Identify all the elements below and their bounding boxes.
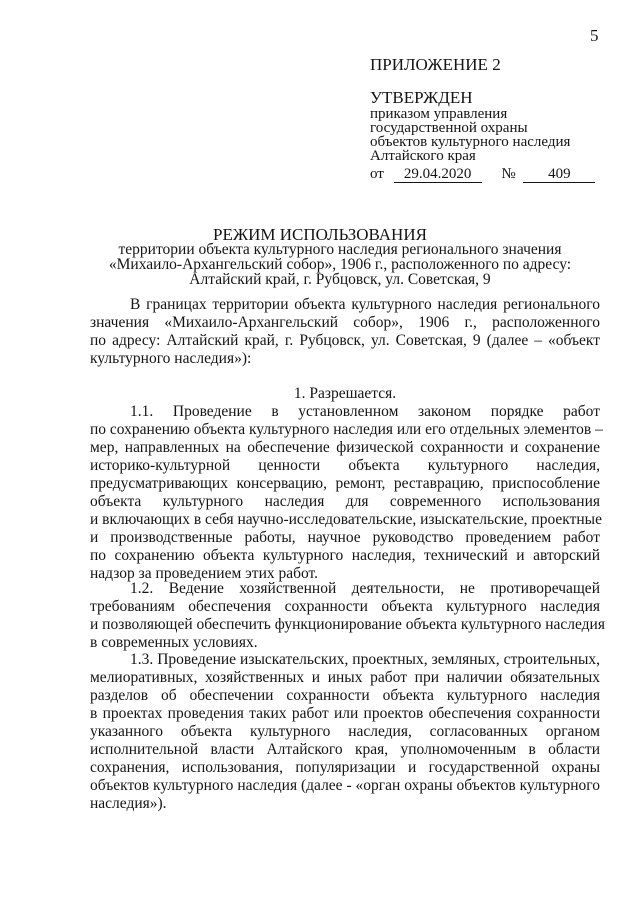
text-line: историко-культурной ценности объекта культурного наследия, [90, 457, 600, 474]
appendix-label: ПРИЛОЖЕНИЕ 2 [370, 55, 501, 74]
intro-paragraph [90, 296, 600, 368]
approved-label: УТВЕРЖДЕН [370, 88, 473, 107]
order-date-number [370, 165, 595, 183]
number-label: № [501, 166, 516, 182]
text-line: мелиоративных, хозяйственных и иных работ при наличии обязательных [90, 669, 600, 686]
subtitle-line: «Михаило-Архангельский собор», 1906 г., расположенного по адресу: [108, 256, 572, 273]
text-line: 1.2. Ведение хозяйственной деятельности, не противоречащей [130, 580, 600, 597]
document-subtitle [100, 242, 580, 287]
text-line: мер, направленных на обеспечение физической сохранности и сохранение [90, 439, 600, 456]
approval-block [370, 55, 595, 183]
text-line: значения «Михаило-Архангельский собор», 1906 г., расположенного [90, 314, 600, 331]
text-line: надзор за проведением этих работ. [90, 565, 319, 582]
text-line: и производственные работы, научное руководство проведением работ [90, 529, 600, 546]
text-line: наследия»). [90, 795, 167, 812]
text-line: и включающих в себя научно-исследовательские, изыскательские, проектные [90, 511, 602, 528]
text-line: исполнительной власти Алтайского края, уполномоченным в области [90, 741, 600, 758]
text-line: в современных условиях. [90, 634, 258, 651]
approval-line: государственной охраны [370, 120, 528, 136]
text-line: требованиям обеспечения сохранности объекта культурного наследия [90, 598, 600, 615]
subtitle-line: территории объекта культурного наследия регионального значения [118, 241, 562, 258]
item-1-3 [90, 651, 600, 813]
item-1-1 [90, 403, 603, 583]
document-title: РЕЖИМ ИСПОЛЬЗОВАНИЯ [213, 225, 427, 244]
text-line: В границах территории объекта культурного наследия регионального [130, 296, 600, 313]
text-line: в проектах проведения таких работ или проектов обеспечения сохранности [90, 705, 600, 722]
text-line: указанного объекта культурного наследия, согласованных органом [90, 723, 600, 740]
approval-line: Алтайского края [370, 148, 476, 164]
approval-line: объектов культурного наследия [370, 134, 571, 150]
text-line: по адресу: Алтайский край, г. Рубцовск, ул. Советская, 9 (далее – «объект [90, 332, 600, 349]
text-line: 1.3. Проведение изыскательских, проектных, земляных, строительных, [130, 651, 600, 668]
subtitle-line: Алтайский край, г. Рубцовск, ул. Советская, 9 [189, 271, 491, 288]
approval-line: приказом управления [370, 106, 508, 122]
section-1-heading: 1. Разрешается. [293, 385, 397, 402]
text-line: по сохранению объекта культурного наследия или его отдельных элементов – [90, 421, 603, 438]
text-line: сохранения, использования, популяризации и государственной охраны [90, 759, 600, 776]
text-line: и позволяющей обеспечить функционирование объекта культурного наследия [90, 616, 605, 633]
from-label: от [370, 166, 384, 182]
item-1-2 [90, 580, 605, 652]
text-line: 1.1. Проведение в установленном законом порядке работ [130, 403, 600, 420]
text-line: объектов культурного наследия (далее - «орган охраны объектов культурного [90, 777, 600, 794]
text-line: объекта культурного наследия для современного использования [90, 493, 600, 510]
order-number: 409 [523, 166, 595, 183]
text-line: по сохранению объекта культурного наследия, технический и авторский [90, 547, 600, 564]
text-line: предусматривающих консервацию, ремонт, реставрацию, приспособление [90, 475, 600, 492]
page-number: 5 [590, 26, 599, 45]
text-line: разделов об обеспечении сохранности объекта культурного наследия [90, 687, 600, 704]
text-line: культурного наследия»): [90, 350, 252, 367]
order-date: 29.04.2020 [394, 166, 482, 183]
